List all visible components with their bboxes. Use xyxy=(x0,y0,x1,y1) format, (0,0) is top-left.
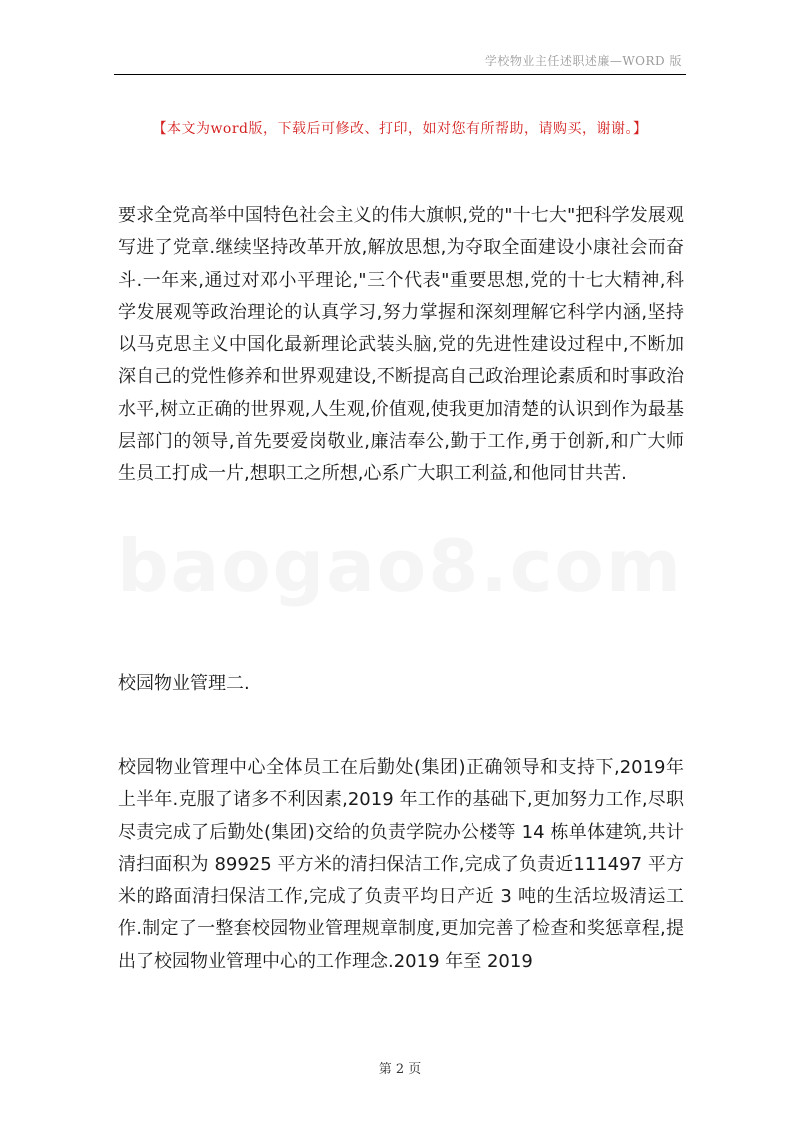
page-number: 第 2 页 xyxy=(378,1062,422,1077)
section-heading: 校园物业管理二. xyxy=(118,673,250,694)
watermark: baogao8.com xyxy=(117,524,683,608)
body-paragraph-1: 要求全党高举中国特色社会主义的伟大旗帜,党的"十七大"把科学发展观写进了党章.继续坚持改革开放,解放思想,为夺取全面建设小康社会而奋斗.一年来,通过对邓小平理论,"三个代表"重要思想,党的十七大精神,科学发展观等政治理论的认真学习,努力掌握和深刻理解它科学内涵,坚持以马克思主义中国化最新理论武装头脑,党的先进性建设过程中,不断加深自己的党性修养和世界观建设,不断提高自己政治理论素质和时事政治水平,树立正确的世界观,人生观,价值观,使我更加清楚的认识到作为最基层部门的领导,首先要爱岗敬业,廉洁奉公,勤于工作,勇于创新,和广大师生员工打成一片,想职工之所想,心系广大职工利益,和他同甘共苦. xyxy=(118,205,684,485)
header-divider xyxy=(114,74,686,75)
body-paragraph-2: 校园物业管理中心全体员工在后勤处(集团)正确领导和支持下,2019年上半年.克服了诸多不利因素,2019 年工作的基础下,更加努力工作,尽职尽责完成了后勤处(集团)交给的负责学院办公楼等 14 栋单体建筑,共计清扫面积为 89925 平方米的清扫保洁工作,完成了负责近111497 平方米的路面清扫保洁工作,完成了负责平均日产近 3 吨的生活垃圾清运工作.制定了一整套校园物业管理规章制度,更加完善了检查和奖惩章程,提出了校园物业管理中心的工作理念.2019 年至 2019 xyxy=(118,757,684,972)
header-title: 学校物业主任述职述廉—WORD 版 xyxy=(484,54,682,68)
purchase-notice: 【本文为word版，下载后可修改、打印，如对您有所帮助，请购买，谢谢。】 xyxy=(152,121,648,137)
